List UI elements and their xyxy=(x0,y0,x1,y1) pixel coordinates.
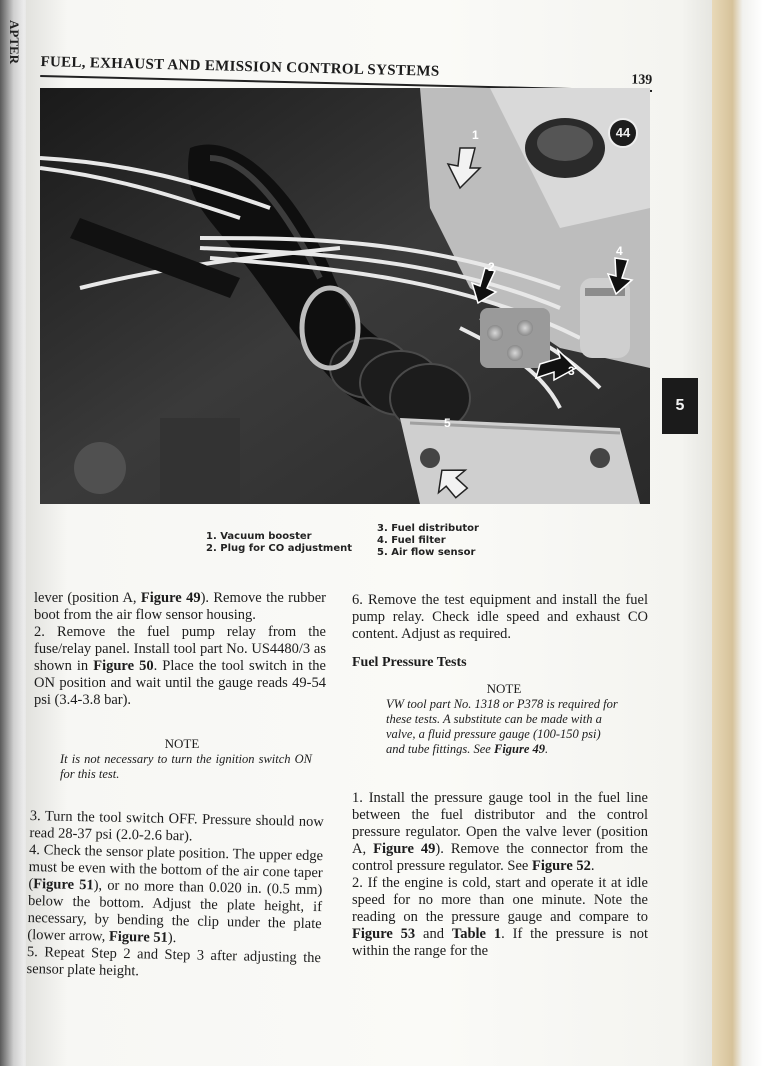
figure-ref: Figure 49 xyxy=(493,742,546,756)
text-run: 2. Remove the fuel pump relay from the fuse/relay panel. Install tool part No. US4480/3 as shown in xyxy=(34,624,326,674)
figure-ref: Figure 51 xyxy=(33,876,94,894)
caption-item: 5. Air flow sensor xyxy=(377,547,476,558)
text-run: ), or no more than 0.020 in. (0.5 mm) below the bottom. Adjust the plate height, if necessary, by bending the clip under the plate (lower arrow, xyxy=(27,877,323,945)
page-number: 139 xyxy=(631,72,653,88)
chapter-tab: 5 xyxy=(662,378,698,434)
callout-3: 3 xyxy=(568,364,575,378)
right-column-top xyxy=(352,592,648,643)
text-run: 4. Check the sensor plate position. The upper edge must be even with the bottom of the air cone taper ( xyxy=(28,841,324,893)
paragraph xyxy=(34,624,326,709)
right-heading-block xyxy=(352,654,648,671)
text-run: 2. If the engine is cold, start and operate it at idle speed for no more than one minute. Note the reading on the pressure gauge and compare to xyxy=(352,875,648,925)
caption-left xyxy=(206,531,352,555)
figure-ref: Figure 50 xyxy=(93,658,154,674)
text-run: . If the pressure is not within the range for the xyxy=(352,926,649,959)
engine-photo-illustration xyxy=(40,88,650,504)
figure-ref: Figure 52 xyxy=(531,858,591,874)
paragraph xyxy=(352,875,648,960)
note-title: NOTE xyxy=(164,736,200,751)
caption-item: 4. Fuel filter xyxy=(377,535,446,546)
engine-photo xyxy=(40,88,650,504)
figure-ref: Figure 49 xyxy=(373,841,436,857)
paragraph: 3. Turn the tool switch OFF. Pressure should now read 28-37 psi (2.0-2.6 bar). xyxy=(29,808,324,845)
text-run: and xyxy=(415,926,452,942)
paragraph xyxy=(27,842,323,950)
paragraph xyxy=(34,590,326,624)
figure-ref: Table 1 xyxy=(451,926,502,942)
callout-2: 2 xyxy=(488,260,495,274)
text-run: ). Remove the rubber boot from the air flow sensor housing. xyxy=(34,590,326,623)
right-note xyxy=(386,680,622,757)
caption-item: 2. Plug for CO adjustment xyxy=(206,543,352,554)
paragraph: 6. Remove the test equipment and install the fuel pump relay. Check idle speed and exhaust CO content. Adjust as required. xyxy=(352,592,648,642)
page-stack-edge xyxy=(712,0,763,1066)
left-column xyxy=(34,590,326,709)
left-column-lower xyxy=(26,808,323,984)
text-run: 1. Install the pressure gauge tool in the fuel line between the fuel distributor and the control pressure regulator. Open the valve lever (position A, xyxy=(352,790,648,857)
figure-ref: Figure 53 xyxy=(352,926,416,942)
paragraph: 5. Repeat Step 2 and Step 3 after adjusting the sensor plate height. xyxy=(26,943,322,980)
figure-ref: Figure 51 xyxy=(108,928,169,946)
callout-5: 5 xyxy=(444,416,451,430)
caption-item: 1. Vacuum booster xyxy=(206,531,312,542)
section-title: FUEL, EXHAUST AND EMISSION CONTROL SYSTEMS xyxy=(40,54,440,80)
caption-item: 3. Fuel distributor xyxy=(377,523,479,534)
text-run: . xyxy=(545,742,549,756)
note-title: NOTE xyxy=(486,681,522,696)
note-text: It is not necessary to turn the ignition switch ON for this test. xyxy=(60,752,312,781)
right-column-lower xyxy=(352,790,648,960)
note-text xyxy=(386,697,622,757)
figure-ref: Figure 49 xyxy=(140,590,201,606)
callout-4: 4 xyxy=(616,244,623,258)
text-run: . Place the tool switch in the ON position and wait until the gauge reads 49-54 psi (3.4-3.8 bar). xyxy=(34,658,326,708)
text-run: . xyxy=(590,858,595,874)
spine-text: APTER xyxy=(7,20,22,65)
callout-1: 1 xyxy=(472,128,479,142)
left-note xyxy=(52,735,312,782)
text-run: ). Remove the connector from the control pressure regulator. See xyxy=(352,841,648,874)
caption-right xyxy=(377,523,479,559)
figure-number-badge: 44 xyxy=(608,118,638,148)
paragraph xyxy=(352,790,648,875)
text-run: lever (position A, xyxy=(34,590,141,606)
text-run: ). xyxy=(167,929,177,947)
section-heading: Fuel Pressure Tests xyxy=(352,655,467,670)
text-run: VW tool part No. 1318 or P378 is required for these tests. A substitute can be made with a valve, a fluid pressure gauge (100-150 psi) and tube fittings. See xyxy=(386,697,618,756)
